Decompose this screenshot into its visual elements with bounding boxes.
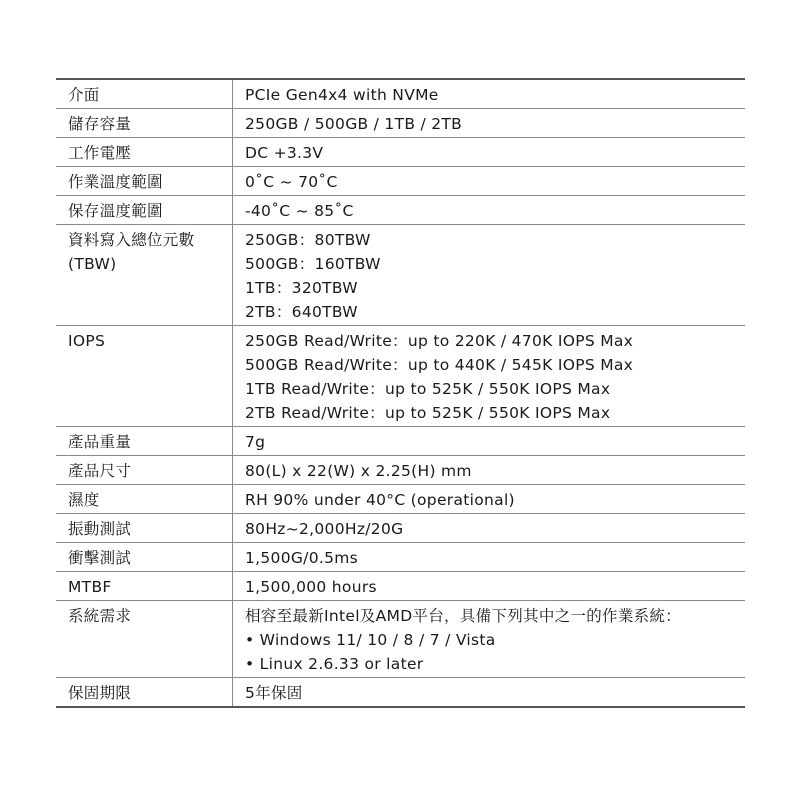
spec-value-text: 相容至最新Intel及AMD平台，具備下列其中之一的作業系統： bbox=[245, 607, 682, 625]
spec-row-warranty bbox=[56, 678, 745, 708]
spec-label-cell bbox=[56, 79, 233, 109]
spec-label-cell bbox=[56, 138, 233, 167]
spec-value-text: 1,500,000 hours bbox=[245, 578, 377, 596]
spec-value-text: 500GB Read/Write：up to 440K / 545K IOPS Max bbox=[245, 356, 634, 374]
spec-label-cell bbox=[56, 514, 233, 543]
spec-value-text: 1TB Read/Write：up to 525K / 550K IOPS Max bbox=[245, 380, 611, 398]
spec-value-text: • Linux 2.6.33 or later bbox=[245, 655, 424, 673]
spec-row-voltage bbox=[56, 138, 745, 167]
spec-label-text: 工作電壓 bbox=[68, 144, 132, 162]
spec-value-cell bbox=[233, 326, 746, 427]
spec-label-text: 儲存容量 bbox=[68, 115, 132, 133]
spec-row-storage-temperature bbox=[56, 196, 745, 225]
spec-row-dimensions bbox=[56, 456, 745, 485]
spec-label-cell bbox=[56, 601, 233, 678]
spec-row-shock bbox=[56, 543, 745, 572]
spec-label-text: 資料寫入總位元數 bbox=[68, 231, 195, 249]
spec-value-cell bbox=[233, 138, 746, 167]
spec-value-cell bbox=[233, 427, 746, 456]
spec-value-cell bbox=[233, 572, 746, 601]
spec-label-cell bbox=[56, 109, 233, 138]
spec-label-text: 振動測試 bbox=[68, 520, 132, 538]
spec-label-cell bbox=[56, 427, 233, 456]
spec-label-text: 保固期限 bbox=[68, 684, 132, 702]
spec-value-cell bbox=[233, 109, 746, 138]
spec-value-text: 80(L) x 22(W) x 2.25(H) mm bbox=[245, 462, 472, 480]
spec-label-cell bbox=[56, 572, 233, 601]
spec-value-text: 1TB：320TBW bbox=[245, 279, 358, 297]
spec-value-text: 2TB Read/Write：up to 525K / 550K IOPS Max bbox=[245, 404, 611, 422]
spec-label-text: 作業溫度範圍 bbox=[68, 173, 163, 191]
spec-value-text: 2TB：640TBW bbox=[245, 303, 358, 321]
spec-table bbox=[56, 78, 745, 708]
spec-value-cell bbox=[233, 167, 746, 196]
spec-label-cell bbox=[56, 485, 233, 514]
spec-row-tbw bbox=[56, 225, 745, 326]
spec-label-cell bbox=[56, 456, 233, 485]
spec-value-text: 1,500G/0.5ms bbox=[245, 549, 359, 567]
spec-value-cell bbox=[233, 225, 746, 326]
spec-row-humidity bbox=[56, 485, 745, 514]
spec-value-text: 0˚C ~ 70˚C bbox=[245, 173, 338, 191]
spec-value-cell bbox=[233, 196, 746, 225]
spec-value-text: 250GB / 500GB / 1TB / 2TB bbox=[245, 115, 463, 133]
spec-label-text: MTBF bbox=[68, 578, 112, 596]
spec-value-cell bbox=[233, 678, 746, 708]
spec-row-vibration bbox=[56, 514, 745, 543]
spec-label-cell bbox=[56, 543, 233, 572]
spec-label-text: IOPS bbox=[68, 332, 106, 350]
spec-row-interface bbox=[56, 79, 745, 109]
spec-value-text: RH 90% under 40°C (operational) bbox=[245, 491, 515, 509]
spec-row-iops bbox=[56, 326, 745, 427]
spec-value-cell bbox=[233, 485, 746, 514]
spec-value-text: 80Hz~2,000Hz/20G bbox=[245, 520, 404, 538]
spec-label-text: (TBW) bbox=[68, 255, 117, 273]
spec-label-text: 介面 bbox=[68, 86, 100, 104]
spec-value-cell bbox=[233, 456, 746, 485]
spec-value-text: 250GB Read/Write：up to 220K / 470K IOPS Max bbox=[245, 332, 634, 350]
spec-value-text: 500GB：160TBW bbox=[245, 255, 381, 273]
spec-value-text: DC +3.3V bbox=[245, 144, 324, 162]
spec-row-operating-temperature bbox=[56, 167, 745, 196]
spec-label-text: 產品尺寸 bbox=[68, 462, 132, 480]
spec-row-system-requirements bbox=[56, 601, 745, 678]
spec-label-cell bbox=[56, 167, 233, 196]
spec-table-body bbox=[56, 79, 745, 707]
spec-label-cell bbox=[56, 326, 233, 427]
spec-label-text: 系統需求 bbox=[68, 607, 132, 625]
spec-label-cell bbox=[56, 196, 233, 225]
spec-label-text: 保存溫度範圍 bbox=[68, 202, 163, 220]
spec-value-cell bbox=[233, 601, 746, 678]
spec-label-cell bbox=[56, 678, 233, 708]
spec-label-text: 產品重量 bbox=[68, 433, 132, 451]
spec-label-cell bbox=[56, 225, 233, 326]
spec-value-cell bbox=[233, 514, 746, 543]
spec-value-text: -40˚C ~ 85˚C bbox=[245, 202, 354, 220]
spec-label-text: 濕度 bbox=[68, 491, 100, 509]
spec-value-cell bbox=[233, 543, 746, 572]
spec-value-text: 5年保固 bbox=[245, 684, 303, 702]
spec-row-mtbf bbox=[56, 572, 745, 601]
spec-value-cell bbox=[233, 79, 746, 109]
spec-value-text: PCIe Gen4x4 with NVMe bbox=[245, 86, 439, 104]
spec-value-text: • Windows 11/ 10 / 8 / 7 / Vista bbox=[245, 631, 496, 649]
spec-value-text: 250GB：80TBW bbox=[245, 231, 371, 249]
spec-row-capacity bbox=[56, 109, 745, 138]
spec-row-weight bbox=[56, 427, 745, 456]
spec-label-text: 衝擊測試 bbox=[68, 549, 132, 567]
spec-value-text: 7g bbox=[245, 433, 266, 451]
